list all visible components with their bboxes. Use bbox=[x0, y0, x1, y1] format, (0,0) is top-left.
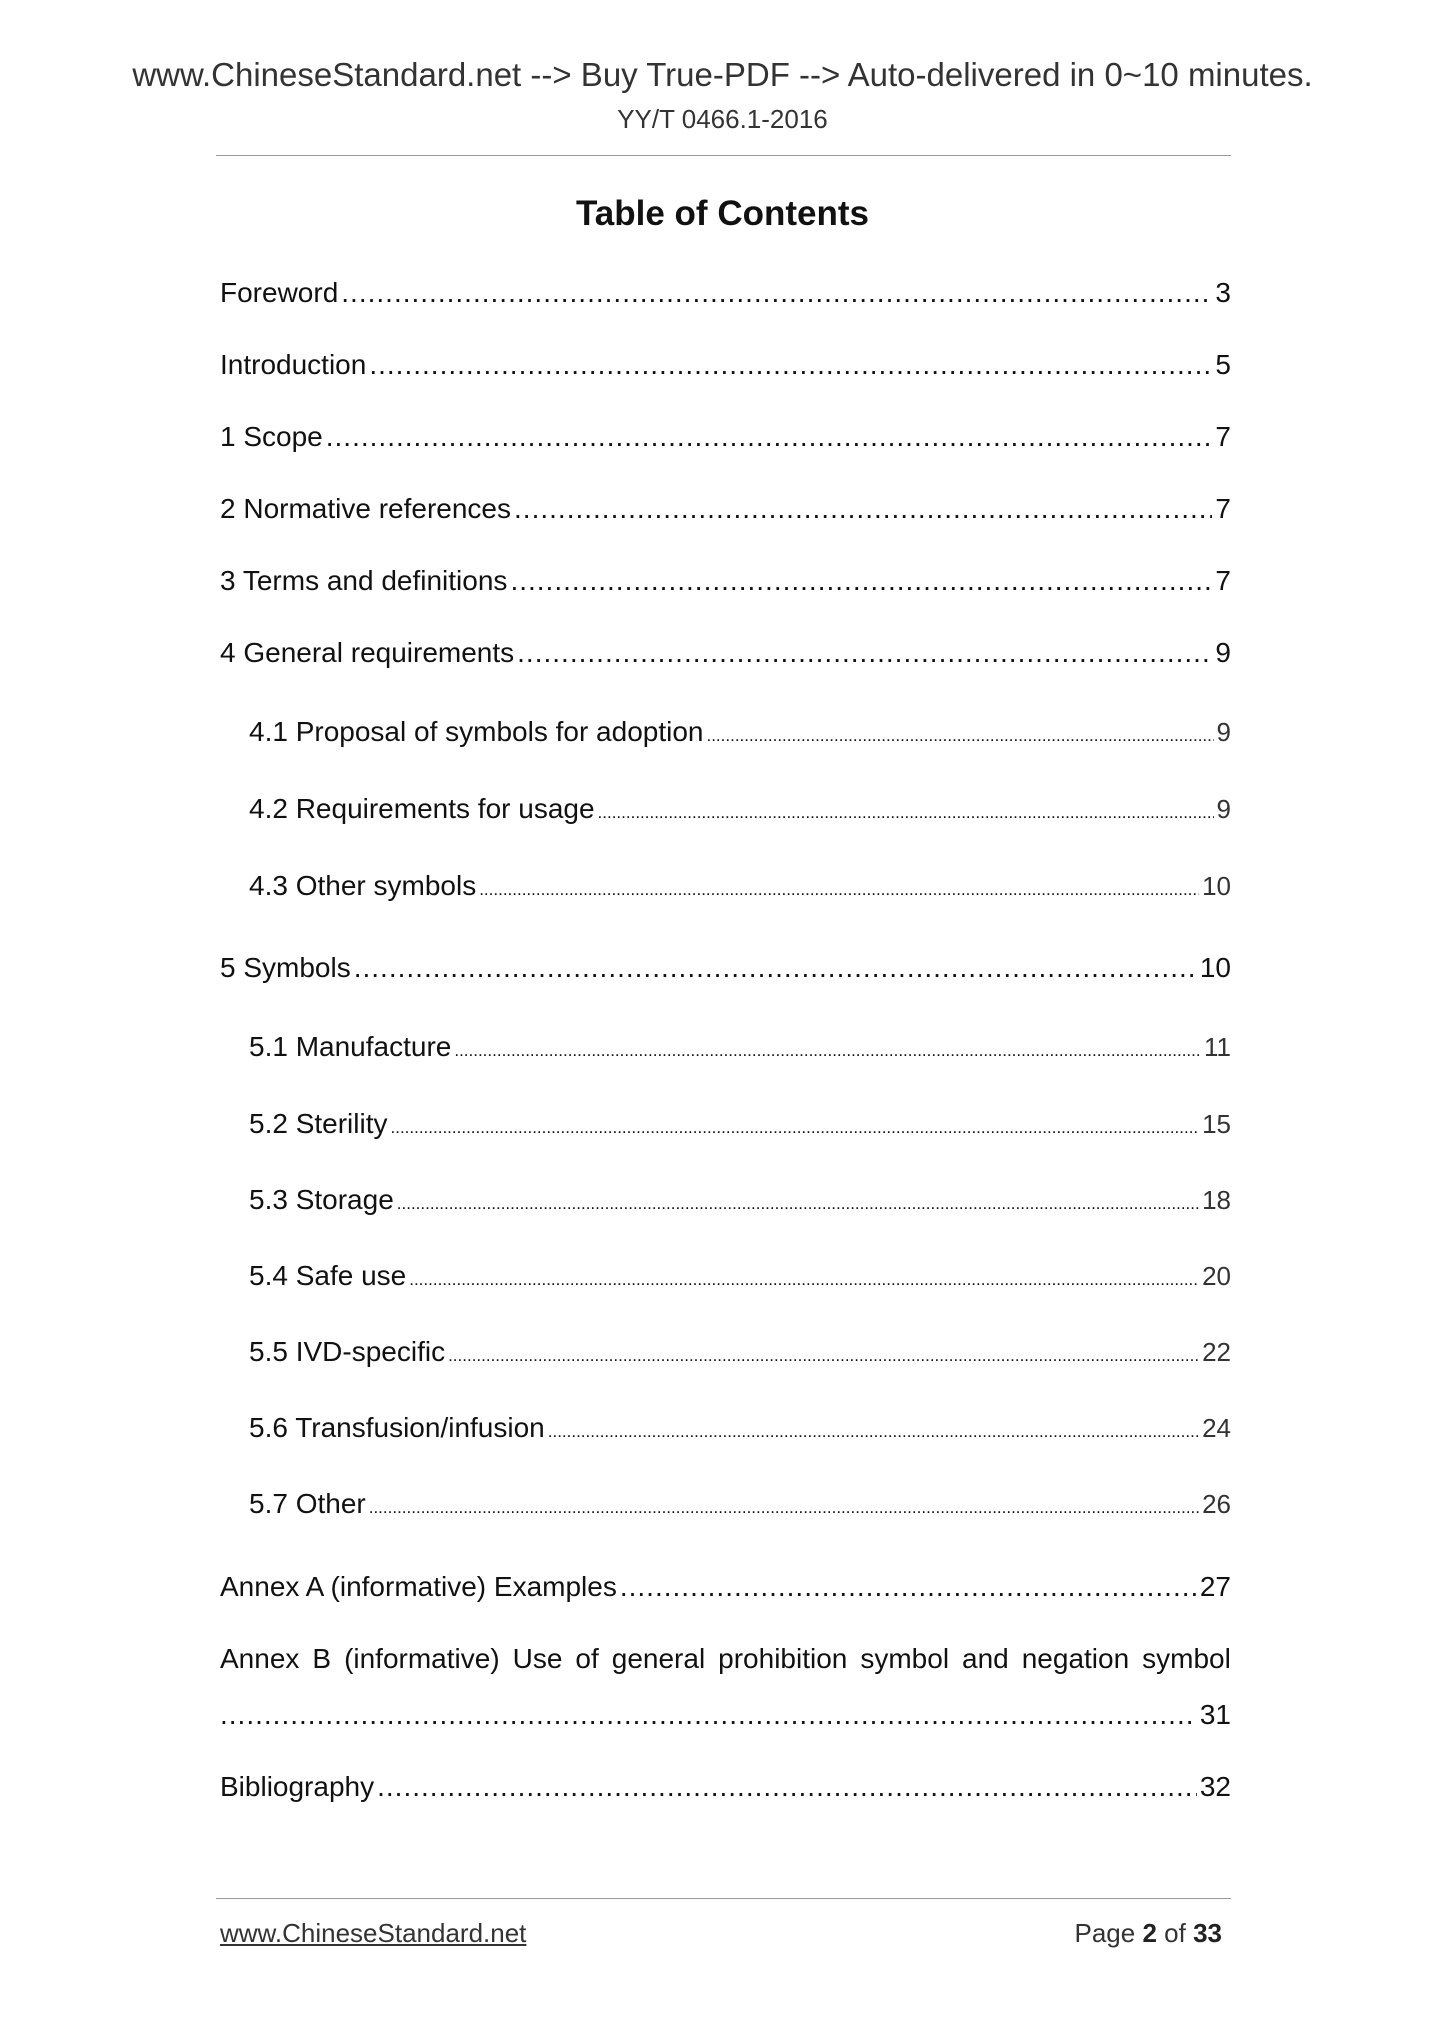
toc-entry-page: 7 bbox=[1215, 493, 1231, 524]
toc-entry-page: 26 bbox=[1202, 1489, 1231, 1519]
toc-entry-5-1[interactable] bbox=[220, 1031, 1231, 1063]
toc-entry-annex-a[interactable] bbox=[220, 1571, 1231, 1603]
toc-entry-page: 11 bbox=[1204, 1032, 1231, 1062]
toc-entry-page: 18 bbox=[1202, 1185, 1231, 1215]
toc-entry-page: 5 bbox=[1215, 349, 1231, 380]
toc-entry-bibliography[interactable] bbox=[220, 1771, 1231, 1803]
toc-entry-label: 5.4 Safe use bbox=[249, 1260, 407, 1291]
toc-entry-page: 10 bbox=[1202, 871, 1231, 901]
toc-entry-label: 4.1 Proposal of symbols for adoption bbox=[249, 716, 704, 747]
toc-entry-page: 24 bbox=[1202, 1413, 1231, 1443]
toc-entry-label: 5.2 Sterility bbox=[249, 1108, 388, 1139]
toc-entry-label: 3 Terms and definitions bbox=[220, 565, 508, 596]
toc-entry-page: 32 bbox=[1199, 1771, 1231, 1802]
toc-entry-introduction[interactable] bbox=[220, 349, 1231, 381]
toc-entry-5-7[interactable] bbox=[220, 1488, 1231, 1520]
page-indicator: Page 2 of 33 bbox=[1074, 1918, 1222, 1948]
toc-entry-symbols[interactable] bbox=[220, 952, 1231, 984]
footer-divider bbox=[216, 1898, 1231, 1899]
toc-entry-label: 5.3 Storage bbox=[249, 1184, 394, 1215]
toc-entry-5-3[interactable] bbox=[220, 1184, 1231, 1216]
toc-entry-page: 31 bbox=[1199, 1699, 1231, 1730]
toc-entry-4-3[interactable] bbox=[220, 870, 1231, 902]
toc-entry-label: 4 General requirements bbox=[220, 637, 515, 668]
toc-entry-label: Annex B (informative) Use of general prohibition symbol and negation symbol bbox=[220, 1643, 1231, 1674]
toc-entry-page: 27 bbox=[1199, 1571, 1231, 1602]
toc-entry-label: 4.3 Other symbols bbox=[249, 870, 477, 901]
footer-site-link[interactable]: www.ChineseStandard.net bbox=[220, 1918, 527, 1948]
total-pages: 33 bbox=[1193, 1918, 1222, 1948]
toc-entry-normative-references[interactable] bbox=[220, 493, 1231, 525]
toc-entry-label: 4.2 Requirements for usage bbox=[249, 793, 595, 824]
toc-entry-5-2[interactable] bbox=[220, 1108, 1231, 1140]
toc-entry-page: 7 bbox=[1215, 565, 1231, 596]
toc-entry-page: 3 bbox=[1215, 277, 1231, 308]
toc-entry-page: 22 bbox=[1202, 1337, 1231, 1367]
page-title: Table of Contents bbox=[576, 194, 869, 233]
toc-entry-label: 5.1 Manufacture bbox=[249, 1031, 452, 1062]
standard-code: YY/T 0466.1-2016 bbox=[617, 104, 828, 134]
toc-entry-annex-b[interactable] bbox=[220, 1643, 1231, 1730]
toc-entry-label: 5 Symbols bbox=[220, 952, 351, 983]
toc-entry-label: Foreword bbox=[220, 277, 339, 308]
current-page: 2 bbox=[1142, 1918, 1157, 1948]
toc-entry-label: 5.7 Other bbox=[249, 1488, 366, 1519]
toc-entry-label: 2 Normative references bbox=[220, 493, 512, 524]
toc-entry-label: 5.6 Transfusion/infusion bbox=[249, 1412, 545, 1443]
toc-entry-page: 20 bbox=[1202, 1261, 1231, 1291]
toc-entry-label: 1 Scope bbox=[220, 421, 323, 452]
toc-entry-5-6[interactable] bbox=[220, 1412, 1231, 1444]
toc-entry-label: Bibliography bbox=[220, 1771, 375, 1802]
header-banner: www.ChineseStandard.net --> Buy True-PDF --> Auto-delivered in 0~10 minutes. bbox=[132, 56, 1313, 93]
toc-entry-page: 15 bbox=[1202, 1109, 1231, 1139]
toc-entry-label: Introduction bbox=[220, 349, 367, 380]
toc-entry-4-2[interactable] bbox=[220, 793, 1231, 825]
toc-entry-5-5[interactable] bbox=[220, 1336, 1231, 1368]
toc-entry-4-1[interactable] bbox=[220, 716, 1231, 748]
toc-entry-terms-definitions[interactable] bbox=[220, 565, 1231, 597]
toc-entry-label: Annex A (informative) Examples bbox=[220, 1571, 617, 1602]
toc-entry-scope[interactable] bbox=[220, 421, 1231, 453]
header-divider bbox=[216, 155, 1231, 156]
toc-entry-label: 5.5 IVD-specific bbox=[249, 1336, 446, 1367]
toc-entry-foreword[interactable] bbox=[220, 277, 1231, 309]
toc-entry-page: 10 bbox=[1199, 952, 1231, 983]
toc-entry-page: 7 bbox=[1215, 421, 1231, 452]
toc-entry-page: 9 bbox=[1216, 717, 1231, 747]
toc-entry-page: 9 bbox=[1215, 637, 1231, 668]
toc-entry-page: 9 bbox=[1216, 794, 1231, 824]
toc-entry-general-requirements[interactable] bbox=[220, 637, 1231, 669]
toc-entry-5-4[interactable] bbox=[220, 1260, 1231, 1292]
